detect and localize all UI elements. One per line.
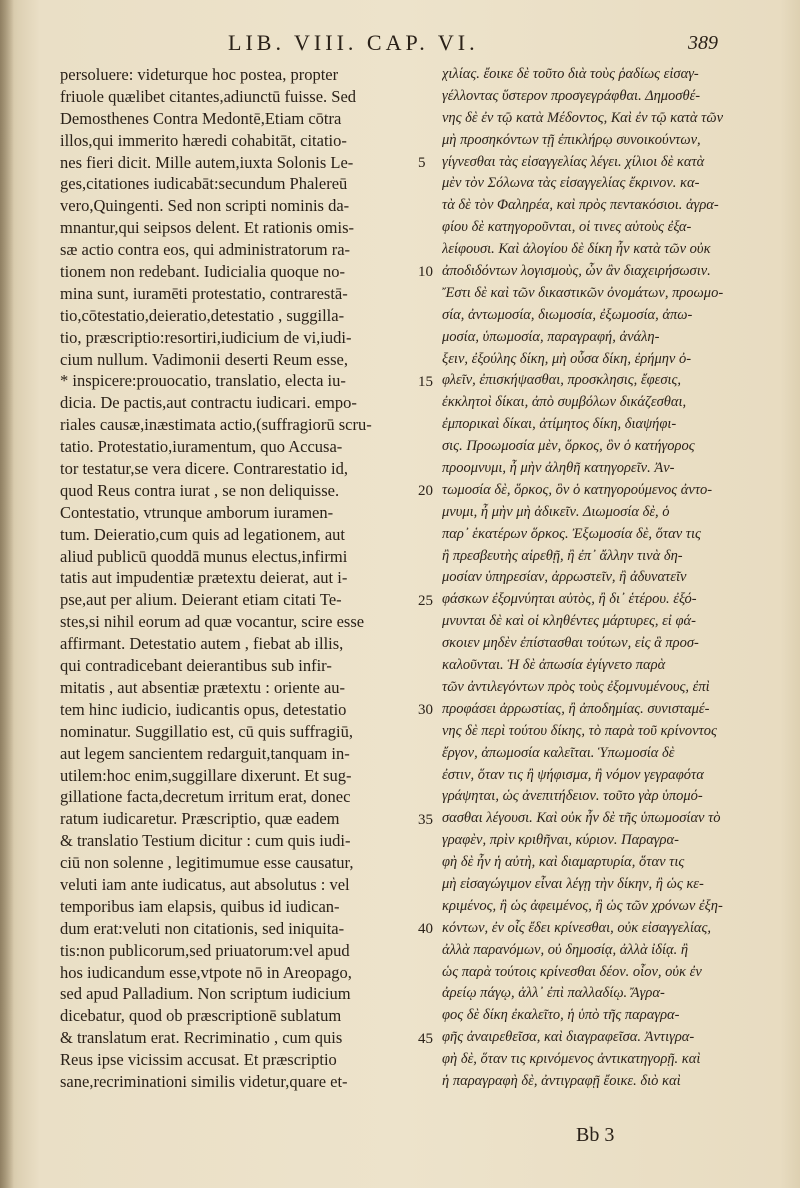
line-number: 15 [418, 373, 433, 390]
latin-text-line: pse,aut per alium. Deierant etiam citati Te- [60, 590, 342, 610]
latin-text-line: & translatio Testium dicitur : cum quis iudi- [60, 831, 351, 851]
line-number: 45 [418, 1030, 433, 1047]
greek-text-line: φὴ δὲ, ὅταν τις κρινόμενος ἀντικατηγορῇ. καὶ [442, 1051, 701, 1068]
line-number: 35 [418, 811, 433, 828]
latin-text-line: tor testatur,se vera dicere. Contrarestatio id, [60, 459, 348, 479]
greek-text-line: σκοιεν μηδὲν ἐπίστασθαι τούτων, εἰς ἃ προσ- [442, 635, 699, 652]
greek-text-line: φος δὲ δίκη ἐκαλεῖτο, ἡ ὑπὸ τῆς παραγρα- [442, 1007, 680, 1024]
greek-text-line: φίου δὲ κατηγοροῦνται, οἱ τινες αὑτοὺς ἐξα- [442, 219, 692, 236]
greek-text-line: ἡ παραγραφὴ δὲ, ἀντιγραφῇ ἔοικε. διὸ καὶ [442, 1072, 681, 1089]
latin-text-line: Demosthenes Contra Medontē,Etiam cōtra [60, 108, 342, 128]
greek-text-line: μὲν τὸν Σόλωνα τὰς εἰσαγγελίας ἔκρινον. κα- [442, 175, 700, 192]
latin-text-line: tem hinc iudicio, iudicantis opus, detestatio [60, 699, 347, 719]
latin-text-line: mnantur,qui seipsos delent. Et rationis omis- [60, 218, 355, 238]
page-header [0, 30, 800, 60]
greek-text-line: τὰ δὲ τὸν Φαληρέα, καὶ πρὸς πεντακόσιοι. ἀγρα- [442, 197, 719, 214]
greek-text-line: ἐμπορικαὶ δίκαι, ἀτίμητος δίκη, διαψήφι- [442, 416, 677, 433]
greek-text-line: χιλίας. ἔοικε δὲ τοῦτο διὰ τοὺς ῥαδίως εἰσαγ- [442, 66, 699, 82]
latin-text-line: nes fieri dicit. Mille autem,iuxta Solonis Le- [60, 152, 354, 172]
latin-text-line: hos iudicandum esse,vtpote nō in Areopago, [60, 962, 352, 982]
greek-column [442, 64, 778, 1093]
greek-text-line: κριμένος, ἢ ὡς ἀφειμένος, ἢ ὡς τῶν χρόνων ἐξη- [442, 897, 723, 914]
latin-text-line: tatis aut impudentiæ prætextu deierat, aut i- [60, 568, 348, 588]
latin-text-line: ges,citationes iudicabāt:secundum Phalereū [60, 174, 348, 194]
greek-text-line: λείφουσι. Καὶ ἀλογίου δὲ δίκη ἦν κατὰ τῶν οὐκ [442, 241, 711, 258]
latin-text-line: mina sunt, iuramēti protestatio, contrarestā- [60, 283, 348, 303]
greek-text-line: σία, ἀντωμοσία, διωμοσία, ἐξωμοσία, ἀπω- [442, 306, 693, 323]
latin-text-line: illos,qui immerito hæredi cohabitāt, citatio- [60, 130, 347, 150]
greek-text-line: προομνυμι, ἦ μὴν ἀληθῆ κατηγορεῖν. Ἀν- [442, 460, 675, 477]
latin-text-line: temporibus iam elapsis, quibus id iudican- [60, 896, 340, 916]
greek-text-line: ἀποδιδόντων λογισμοὺς, ὧν ἂν διαχειρήσωσιν. [442, 263, 711, 280]
latin-text-line: vero,Quingenti. Sed non scripti nominis da- [60, 196, 350, 216]
latin-text-line: ratum iudicaretur. Præscriptio, quæ eadem [60, 809, 340, 829]
line-number: 25 [418, 592, 433, 609]
latin-text-line: affirmant. Detestatio autem , fiebat ab illis, [60, 634, 344, 654]
greek-text-line: γέλλοντας ὕστερον προσγεγράφθαι. Δημοσθέ- [442, 87, 701, 104]
latin-text-line: qui contradicebant deierantibus sub infir- [60, 656, 332, 676]
latin-text-line: & translatum erat. Recriminatio , cum quis [60, 1028, 343, 1048]
line-number: 5 [418, 154, 426, 171]
latin-text-line: nominatur. Suggillatio est, cū quis suffragiū, [60, 721, 354, 741]
greek-text-line: ἀρείῳ πάγῳ, ἀλλ᾽ ἐπὶ παλλαδίῳ. Ἄγρα- [442, 985, 665, 1002]
greek-text-line: ἐστιν, ὅταν τις ἢ ψήφισμα, ἢ νόμον γεγραφότα [442, 766, 704, 783]
greek-text-line: ἐκκλητοὶ δίκαι, ἀπὸ συμβόλων δικάζεσθαι, [442, 394, 687, 411]
latin-text-line: Contestatio, vtrunque amborum iuramen- [60, 502, 334, 522]
greek-text-line: ξειν, ἐξούλης δίκη, μὴ οὖσα δίκη, ἐρήμην ὀ- [442, 350, 692, 367]
latin-text-line: friuole quælibet citantes,adiunctū fuisse. Sed [60, 86, 357, 106]
line-number: 20 [418, 483, 433, 500]
latin-text-line: veluti iam ante iudicatus, aut absolutus : vel [60, 874, 350, 894]
greek-text-line: ὡς παρὰ τούτοις κρίνεσθαι δέον. οἷον, οὐκ ἐν [442, 963, 702, 980]
greek-text-line: προφάσει ἀρρωστίας, ἢ ἀποδημίας. συνισταμέ- [442, 700, 710, 717]
latin-text-line: dum erat:veluti non citationis, sed iniquita- [60, 918, 345, 938]
running-head: LIB. VIII. CAP. VI. [228, 30, 479, 55]
latin-text-line: tatio. Protestatio,iuramentum, quo Accusa- [60, 437, 343, 457]
latin-text-line: sane,recriminationi similis videtur,quare et- [60, 1071, 348, 1091]
greek-text-line: Ἔστι δὲ καὶ τῶν δικαστικῶν ὀνομάτων, προωμο- [442, 284, 724, 301]
latin-text-line: Reus ipse vicissim accusat. Et præscriptio [60, 1050, 337, 1070]
greek-text-line: κόντων, ἐν οἷς ἔδει κρίνεσθαι, οὐκ εἰσαγγελίας, [442, 919, 711, 936]
line-number: 10 [418, 264, 433, 281]
greek-text-line: ἔργον, ἀπωμοσία καλεῖται. Ὑπωμοσία δὲ [442, 744, 675, 761]
latin-text-line: dicebatur, quod ob præscriptionē sublatum [60, 1006, 342, 1026]
latin-text-line: gillatione facta,decretum irritum erat, donec [60, 787, 351, 807]
greek-text-line: φὴ δὲ ἦν ἡ αὐτὴ, καὶ διαμαρτυρία, ὅταν τις [442, 854, 685, 871]
greek-text-line: νης δὲ ἐν τῷ κατὰ Μέδοντος, Καὶ ἐν τῷ κατὰ τῶν [442, 109, 724, 126]
greek-text-line: μὴ προσηκόντων τῇ ἐπικλήρῳ συνοικούντων, [442, 131, 701, 148]
latin-text-line: riales causæ,inæstimata actio,(suffragiorū scru- [60, 415, 372, 435]
greek-text-line: τωμοσία δὲ, ὅρκος, ὃν ὁ κατηγορούμενος ἀντο- [442, 481, 713, 498]
greek-text-line: μοσίαν ὑπηρεσίαν, ἀρρωστεῖν, ἢ ἀδυνατεῖν [442, 569, 687, 586]
signature-mark: Bb 3 [576, 1124, 615, 1146]
greek-text-line: ἀλλὰ παρανόμων, οὐ δημοσίᾳ, ἀλλὰ ἰδίᾳ. ἢ [442, 941, 689, 958]
folio-number: 389 [688, 32, 718, 54]
greek-text-line: ἢ πρεσβευτὴς αἱρεθῇ, ἢ ἐπ᾽ ἄλλην τινὰ δη- [442, 547, 683, 564]
latin-text-line: cium nullum. Vadimonii deserti Reum esse, [60, 349, 348, 369]
greek-text-line: παρ᾽ ἑκατέρων ὅρκος. Ἐξωμοσία δὲ, ὅταν τις [442, 525, 701, 542]
latin-text-line: tum. Deieratio,cum quis ad legationem, aut [60, 524, 346, 544]
latin-text-line: * inspicere:prouocatio, translatio, electa iu- [60, 371, 346, 391]
latin-text-line: aut legem sancientem redarguit,tanquam in- [60, 743, 350, 763]
latin-text-line: tio, præscriptio:resortiri,iudicium de vi,iudi- [60, 327, 352, 347]
greek-text-line: φλεῖν, ἐπισκήψασθαι, προσκλησις, ἔφεσις, [442, 372, 682, 389]
latin-text-line: tis:non publicorum,sed priuatorum:vel apud [60, 940, 350, 960]
latin-text-line: dicia. De pactis,aut contractu iudicari. empo- [60, 393, 357, 413]
latin-text-line: persoluere: videturque hoc postea, propter [60, 65, 339, 84]
latin-text-line: aliud publicū quoddā munus electus,infirmi [60, 546, 348, 566]
greek-text-line: τῶν ἀντιλεγόντων πρὸς τοὺς ἐξομνυμένους, ἐπὶ [442, 678, 710, 695]
gutter-shadow [0, 0, 14, 1188]
latin-text-line: utilem:hoc enim,suggillare dixerunt. Et sug- [60, 765, 352, 785]
latin-text-line: sæ actio contra eos, qui administratorum ra- [60, 240, 351, 260]
greek-text-line: καλοῦνται. Ἡ δὲ ἀπωσία ἐγίγνετο παρὰ [442, 657, 666, 674]
line-number: 30 [418, 702, 433, 719]
latin-text-line: ciū non solenne , legitimumue esse causatur, [60, 853, 354, 873]
latin-text-line: mitatis , aut absentiæ prætextu : oriente au- [60, 677, 346, 697]
latin-text-line: stes,si nihil eorum ad quæ vocantur, scire esse [60, 612, 365, 632]
greek-text-line: γράψηται, ὡς ἀνεπιτήδειον. τοῦτο γὰρ ὑπομό- [442, 788, 703, 805]
greek-text-line: μοσία, ὑπωμοσία, παραγραφή, ἀνάλη- [442, 328, 660, 345]
greek-text-line: φῆς ἀναιρεθεῖσα, καὶ διαγραφεῖσα. Ἀντιγρα- [442, 1029, 695, 1046]
greek-text-line: φάσκων ἐξομνύηται αὐτὸς, ἢ δι᾽ ἑτέρου. ἐξό- [442, 591, 697, 608]
greek-text-line: γίγνεσθαι τὰς εἰσαγγελίας λέγει. χίλιοι δὲ κατὰ [442, 153, 705, 170]
greek-text-line: μὴ εἰσαγώγιμον εἶναι λέγῃ τὴν δίκην, ἢ ὡς κε- [442, 875, 704, 892]
line-number: 40 [418, 921, 433, 938]
latin-text-line: quod Reus contra iurat , se non deliquisse. [60, 480, 340, 500]
greek-text-line: νης δὲ περὶ τούτου δίκης, τὸ παρὰ τοῦ κρίνοντος [442, 722, 717, 739]
latin-text-line: tionem non redebant. Iudicialia quoque no- [60, 262, 345, 282]
latin-text-line: tio,cōtestatio,deieratio,detestatio , suggilla- [60, 305, 345, 325]
greek-text-line: μνυνται δὲ καὶ οἱ κληθέντες μάρτυρες, εἰ φά- [442, 613, 696, 630]
latin-text-line: sed apud Palladium. Non scriptum iudicium [60, 984, 351, 1004]
latin-column [60, 64, 420, 1093]
greek-text-line: γραφὲν, πρὶν κριθῆναι, κύριον. Παραγρα- [442, 832, 679, 849]
greek-text-line: μνυμι, ἦ μὴν μὴ ἀδικεῖν. Διωμοσία δὲ, ὁ [442, 503, 670, 520]
greek-text-line: σις. Προωμοσία μὲν, ὅρκος, ὃν ὁ κατήγορος [442, 438, 695, 455]
greek-text-line: σασθαι λέγουσι. Καὶ οὐκ ἦν δὲ τῆς ὑπωμοσίαν τὸ [442, 810, 721, 827]
